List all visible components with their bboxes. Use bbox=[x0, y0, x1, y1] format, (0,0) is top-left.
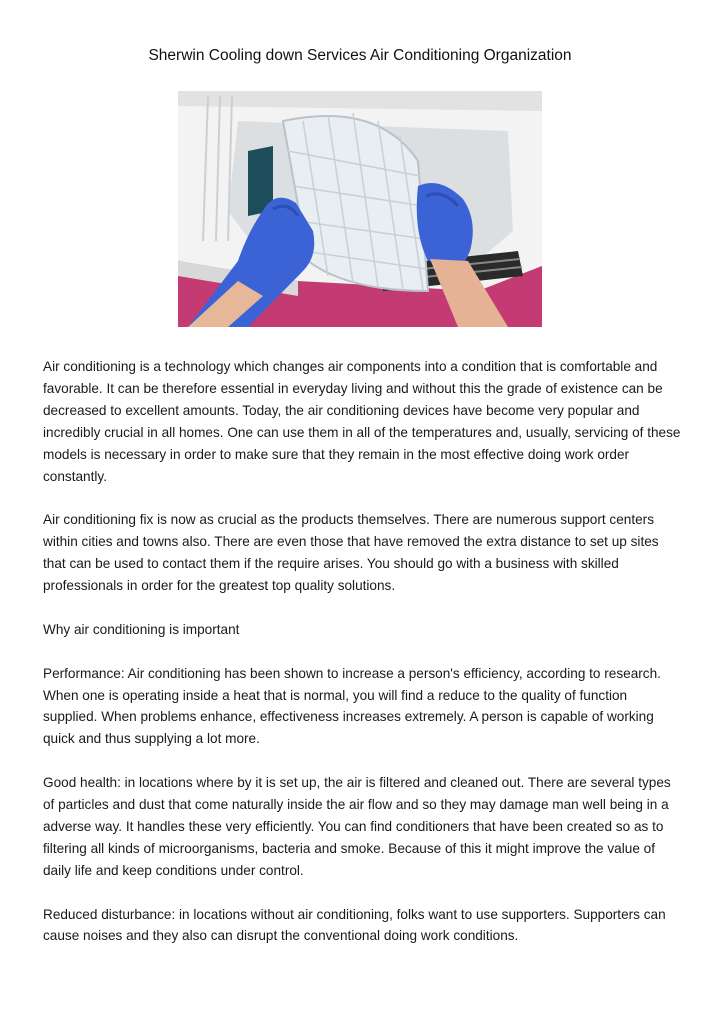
paragraph-intro: Air conditioning is a technology which changes air components into a condition that is comfortable and favorable. It can be therefore essential in everyday living and without this the grade of existence can be decreased to excellent amounts. Today, the air conditioning devices have become very popular and incredibly crucial in all homes. One can use them in all of the temperatures and, usually, servicing of these models is necessary in order to make sure that they remain in the most effective doing work order constantly. bbox=[43, 359, 681, 484]
article-body bbox=[43, 356, 683, 969]
page-title: Sherwin Cooling down Services Air Conditioning Organization bbox=[148, 47, 572, 64]
paragraph-performance: Performance: Air conditioning has been shown to increase a person's efficiency, according to research. When one is operating inside a heat that is normal, you will find a reduce to the quality of function supplied. When problems enhance, effectiveness increases extremely. A person is capable of working quick and thus supplying a lot more. bbox=[43, 665, 661, 747]
paragraph-repair: Air conditioning fix is now as crucial as the products themselves. There are numerous support centers within cities and towns also. There are even those that have removed the extra distance to set up sites that can be used to contact them if the require arises. You should go with a business with skilled professionals in order for the greatest top quality solutions. bbox=[43, 512, 659, 594]
section-heading: Why air conditioning is important bbox=[43, 621, 240, 637]
paragraph-health: Good health: in locations where by it is set up, the air is filtered and cleaned out. There are several types of particles and dust that come naturally inside the air flow and so they may damage man well being in a adverse way. It handles these very efficiently. You can find conditioners that have been created so as to filtering all kinds of microorganisms, bacteria and smoke. Because of this it might improve the value of daily life and keep conditions under control. bbox=[43, 775, 671, 878]
air-conditioner-filter-photo-icon bbox=[178, 91, 542, 327]
paragraph-disturbance: Reduced disturbance: in locations without air conditioning, folks want to use supporters. Supporters can cause noises and they also can disrupt the conventional doing work conditions. bbox=[43, 906, 666, 944]
air-conditioner-photo bbox=[178, 91, 542, 327]
